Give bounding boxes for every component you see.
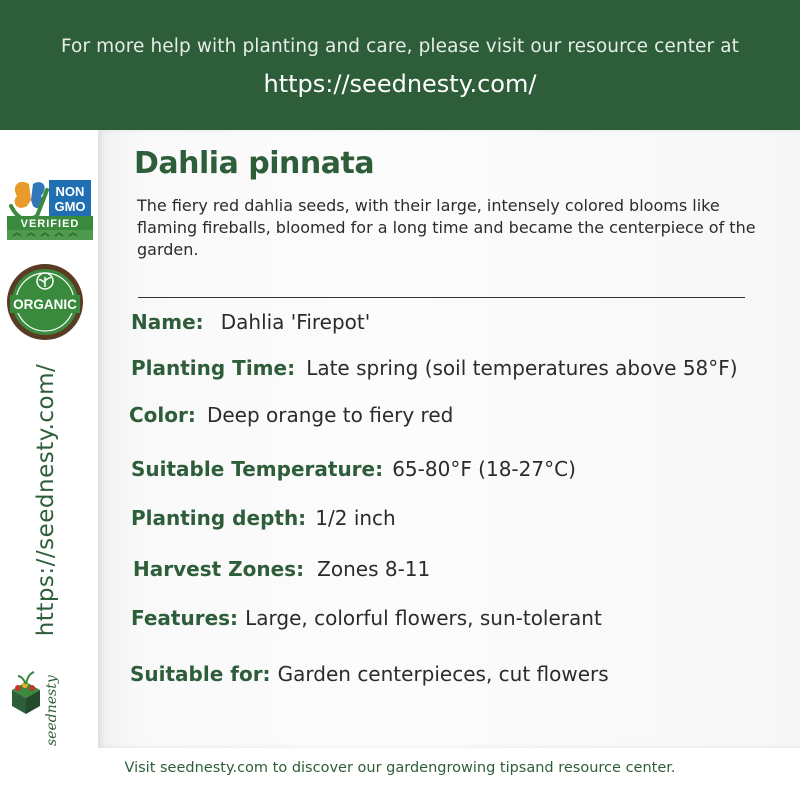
spec-value: Dahlia 'Firepot' <box>220 310 371 334</box>
spec-label: Name: <box>131 310 204 334</box>
nongmo-line3: VERIFIED <box>20 218 80 230</box>
spec-value: Garden centerpieces, cut flowers <box>277 662 609 686</box>
spec-value: Late spring (soil temperatures above 58°F) <box>306 356 738 380</box>
spec-label: Suitable Temperature: <box>131 457 384 481</box>
product-title: Dahlia pinnata <box>134 146 375 181</box>
spec-row-harvest-zones <box>133 557 430 581</box>
spec-label: Harvest Zones: <box>133 557 305 581</box>
spec-row-features <box>131 606 602 630</box>
spec-value: Zones 8-11 <box>317 557 431 581</box>
spec-row-color <box>129 403 453 427</box>
spec-row-planting-depth <box>131 506 396 530</box>
organic-label: ORGANIC <box>13 297 77 312</box>
brand-wordmark: seednesty <box>44 675 60 746</box>
spec-label: Planting Time: <box>131 356 296 380</box>
spec-value: Large, colorful flowers, sun-tolerant <box>245 606 602 630</box>
divider <box>138 297 745 298</box>
seednesty-logo-icon <box>8 662 70 746</box>
spec-row-planting-time <box>131 356 738 380</box>
banner-url-link[interactable]: https://seednesty.com/ <box>263 70 537 98</box>
spec-value: 65-80°F (18-27°C) <box>392 457 576 481</box>
product-description: The fiery red dahlia seeds, with their large, intensely colored blooms like flaming fireballs, bloomed for a long time and became the centerpiece of the garden. <box>137 196 756 259</box>
spec-row-name <box>131 310 370 334</box>
spec-value: 1/2 inch <box>315 506 396 530</box>
nongmo-line1: NON <box>55 184 85 199</box>
organic-badge-icon <box>6 263 84 341</box>
nongmo-line2: GMO <box>54 199 86 214</box>
spec-label: Suitable for: <box>130 662 271 686</box>
vertical-url-link[interactable]: https://seednesty.com/ <box>33 363 59 637</box>
spec-row-suitable-for <box>130 662 609 686</box>
banner-text: For more help with planting and care, please visit our resource center at <box>60 36 740 57</box>
footer-text: Visit seednesty.com to discover our gardengrowing tipsand resource center. <box>124 760 676 776</box>
spec-value: Deep orange to fiery red <box>206 403 454 427</box>
top-banner <box>0 0 800 130</box>
spec-label: Features: <box>131 606 239 630</box>
spec-label: Planting depth: <box>131 506 307 530</box>
spec-label: Color: <box>129 403 196 427</box>
spec-row-suitable-temperature <box>131 457 576 481</box>
non-gmo-verified-badge-icon <box>7 176 93 240</box>
